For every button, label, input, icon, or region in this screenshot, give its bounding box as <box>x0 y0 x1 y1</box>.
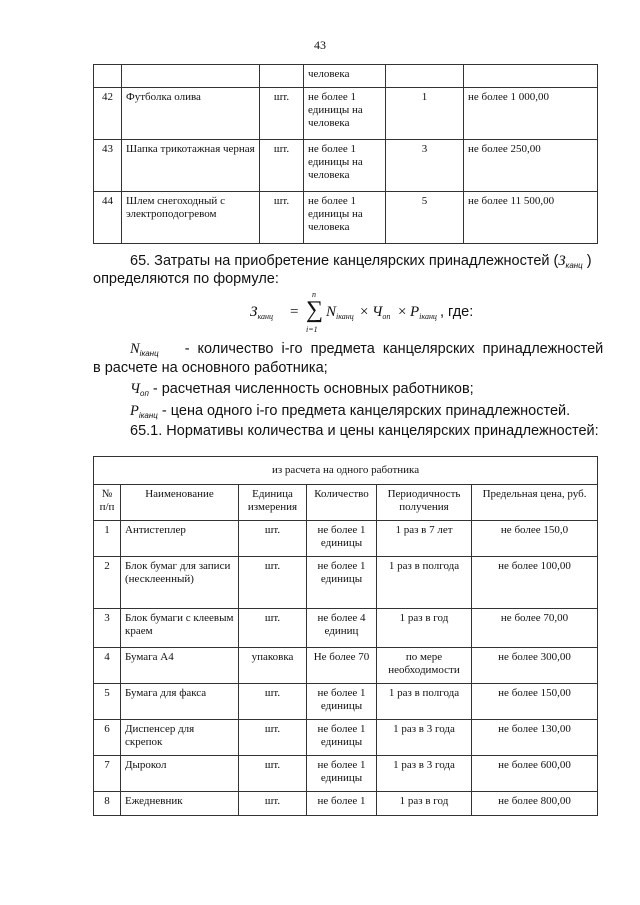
unit-cell: упаковка <box>239 648 307 684</box>
count-cell: 1 <box>386 88 464 140</box>
qty-cell: не более 4 единиц <box>307 609 377 648</box>
price-cell: не более 70,00 <box>472 609 598 648</box>
main-table <box>93 456 598 816</box>
formula <box>250 290 510 336</box>
row-number: 2 <box>94 557 121 609</box>
item-name: Бумага А4 <box>121 648 239 684</box>
item-name: Блок бумаги с клеевым краем <box>121 609 239 648</box>
period-cell: 1 раз в 7 лет <box>377 521 472 557</box>
price-cell: не более 300,00 <box>472 648 598 684</box>
count-cell: 3 <box>386 140 464 192</box>
header-qty: Количество <box>307 485 377 521</box>
qty-cell: не более 1 единицы <box>307 756 377 792</box>
item-name: Шапка трикотажная черная <box>122 140 260 192</box>
item-name: Диспенсер для скрепок <box>121 720 239 756</box>
unit-cell: шт. <box>260 192 304 244</box>
formula-eq: = <box>290 304 299 320</box>
definition-ch: $Ч_{оп}$ - расчетная численность основных работников; <box>130 381 474 398</box>
period-cell: 1 раз в полгода <box>377 557 472 609</box>
table-caption-row <box>94 457 598 485</box>
item-name: Футболка олива <box>122 88 260 140</box>
formula-times-1: × <box>360 304 369 320</box>
formula-sum-bottom: i=1 <box>306 325 318 334</box>
definition-n-line2: в расчете на основного работника; <box>93 360 328 376</box>
qty-cell: Не более 70 <box>307 648 377 684</box>
limit-cell: человека <box>304 65 386 88</box>
qty-cell: не более 1 <box>307 792 377 816</box>
unit-cell: шт. <box>239 684 307 720</box>
price-cell: не более 600,00 <box>472 756 598 792</box>
item-name: Шлем снегоходный с электроподогревом <box>122 192 260 244</box>
table-row <box>94 140 598 192</box>
price-cell: не более 250,00 <box>464 140 598 192</box>
row-number: 6 <box>94 720 121 756</box>
definition-p: $P_{iканц}$ - цена одного i-го предмета канцелярских принадлежностей. <box>130 403 571 420</box>
unit-cell: шт. <box>239 720 307 756</box>
table-caption: из расчета на одного работника <box>94 457 598 485</box>
table-row <box>94 720 598 756</box>
limit-cell: не более 1 единицы на человека <box>304 192 386 244</box>
price-cell: не более 11 500,00 <box>464 192 598 244</box>
formula-times-2: × <box>398 304 407 320</box>
formula-sum-top: n <box>312 290 316 299</box>
qty-cell: не более 1 единицы <box>307 684 377 720</box>
row-number: 43 <box>94 140 122 192</box>
period-cell: 1 раз в год <box>377 609 472 648</box>
unit-cell: шт. <box>239 557 307 609</box>
price-cell: не более 100,00 <box>472 557 598 609</box>
row-number: 3 <box>94 609 121 648</box>
qty-cell: не более 1 единицы <box>307 521 377 557</box>
price-cell: не более 130,00 <box>472 720 598 756</box>
unit-cell: шт. <box>239 609 307 648</box>
row-number: 4 <box>94 648 121 684</box>
unit-cell: шт. <box>239 792 307 816</box>
count-cell: 5 <box>386 192 464 244</box>
item-name: Блок бумаг для записи (несклеенный) <box>121 557 239 609</box>
unit-cell: шт. <box>239 521 307 557</box>
qty-cell: не более 1 единицы <box>307 557 377 609</box>
formula-ch: $Ч_{оп}$ <box>372 304 391 321</box>
item-name: Антистеплер <box>121 521 239 557</box>
formula-sum: ∑ <box>306 297 324 323</box>
header-price: Предельная цена, руб. <box>472 485 598 521</box>
period-cell: 1 раз в 3 года <box>377 756 472 792</box>
qty-cell: не более 1 единицы <box>307 720 377 756</box>
row-number: 42 <box>94 88 122 140</box>
period-cell: 1 раз в 3 года <box>377 720 472 756</box>
row-number: 1 <box>94 521 121 557</box>
row-number: 7 <box>94 756 121 792</box>
table-row <box>94 684 598 720</box>
paragraph-65-1: 65.1. Нормативы количества и цены канцелярских принадлежностей: <box>130 423 599 439</box>
unit-cell: шт. <box>260 140 304 192</box>
period-cell: 1 раз в год <box>377 792 472 816</box>
table-row <box>94 88 598 140</box>
table-row <box>94 609 598 648</box>
period-cell: по мере необходимости <box>377 648 472 684</box>
row-number: 44 <box>94 192 122 244</box>
price-cell: не более 150,0 <box>472 521 598 557</box>
table-row <box>94 557 598 609</box>
unit-cell: шт. <box>239 756 307 792</box>
page-number: 43 <box>314 38 326 52</box>
unit-cell: шт. <box>260 88 304 140</box>
price-cell: не более 1 000,00 <box>464 88 598 140</box>
header-period: Периодичность получения <box>377 485 472 521</box>
item-name: Бумага для факса <box>121 684 239 720</box>
z-subscript: канц <box>565 261 583 270</box>
formula-p: $P_{iканц}$ <box>410 304 437 321</box>
price-cell: не более 150,00 <box>472 684 598 720</box>
limit-cell: не более 1 единицы на человека <box>304 88 386 140</box>
item-name: Дырокол <box>121 756 239 792</box>
row-number: 5 <box>94 684 121 720</box>
table-row <box>94 521 598 557</box>
formula-n: $N_{iканц}$ <box>326 304 354 321</box>
paragraph-65-line2: определяются по формуле: <box>93 271 279 287</box>
table-row <box>94 792 598 816</box>
top-table <box>93 64 598 244</box>
header-name: Наименование <box>121 485 239 521</box>
paragraph-65-line1: 65. Затраты на приобретение канцелярских принадлежностей ($З_{канц}$ ) <box>130 253 592 270</box>
item-name: Ежедневник <box>121 792 239 816</box>
z-symbol: З <box>558 253 566 269</box>
table-row <box>94 648 598 684</box>
table-row <box>94 65 598 88</box>
header-num: № п/п <box>94 485 121 521</box>
table-row <box>94 192 598 244</box>
table-row <box>94 756 598 792</box>
formula-z: $З_{канц}$ <box>250 304 273 321</box>
price-cell: не более 800,00 <box>472 792 598 816</box>
definition-n: $N_{iканц}$ - количество i-го предмета канцелярских принадлежностей <box>130 341 604 358</box>
period-cell: 1 раз в полгода <box>377 684 472 720</box>
header-unit: Единица измерения <box>239 485 307 521</box>
row-number: 8 <box>94 792 121 816</box>
limit-cell: не более 1 единицы на человека <box>304 140 386 192</box>
formula-where: , где: <box>440 304 474 320</box>
table-header-row <box>94 485 598 521</box>
